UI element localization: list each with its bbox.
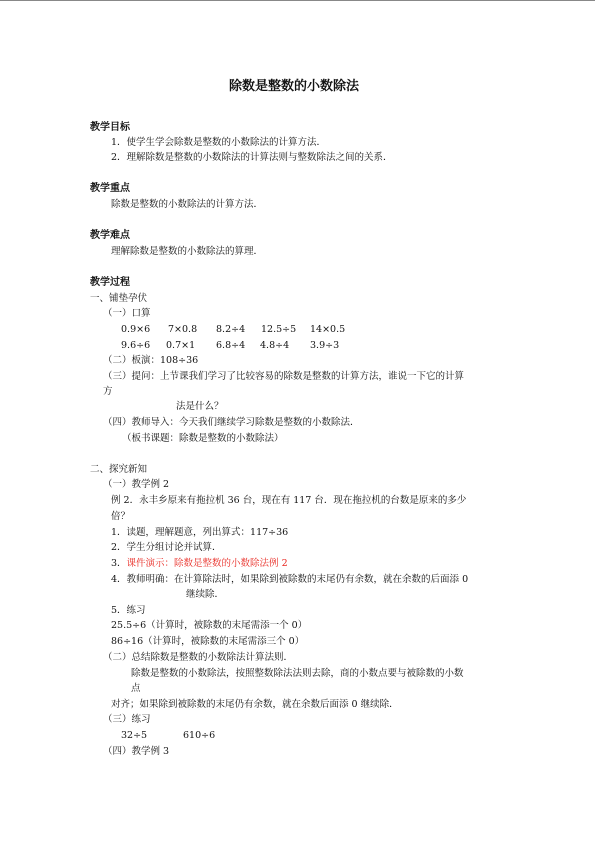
oral-item: 0.7×1 [166, 340, 196, 351]
summary-line-1: 除数是整数的小数除法，按照整数除法法则去除，商的小数点要与被除数的小数 [131, 668, 464, 679]
step-4-line-2: 继续除． [186, 589, 225, 600]
summary-line-2: 点 [131, 683, 141, 694]
question-line-1: （三）提问：上节课我们学习了比较容易的除数是整数的计算方法，谁说一下它的计算 [103, 371, 465, 382]
difficulty-text: 理解除数是整数的小数除法的算理． [111, 246, 264, 257]
practice-title: （三）练习 [103, 714, 151, 725]
question-line-2: 方 [103, 386, 113, 397]
oral-item: 3.9÷3 [310, 340, 340, 351]
part2-title: 二、探究新知 [90, 464, 148, 475]
step-3-number: 3． [111, 558, 127, 569]
practice-1: 25.5÷6（计算时，被除数的末尾需添一个 0） [111, 620, 308, 631]
example2-line-2: 倍？ [111, 511, 131, 522]
step-2: 2．学生分组讨论并试算． [111, 542, 222, 553]
goal-item-2: 2．理解除数是整数的小数除法的计算法则与整数除法之间的关系． [111, 152, 393, 163]
example2-title: （一）教学例 2 [103, 479, 170, 490]
oral-item: 0.9×6 [121, 324, 151, 335]
practice-item: 610÷6 [183, 730, 216, 741]
step-5: 5．练习 [111, 605, 146, 616]
heading-goal: 教学目标 [90, 122, 130, 133]
example3-title: （四）教学例 3 [103, 746, 170, 757]
board-work: （二）板演：108÷36 [103, 355, 199, 366]
courseware-demo-text: 课件演示：除数是整数的小数除法例 2 [126, 558, 288, 569]
oral-item: 8.2÷4 [216, 324, 246, 335]
oral-item: 7×0.8 [168, 324, 198, 335]
heading-key: 教学重点 [90, 183, 130, 194]
step-1: 1．读题，理解题意，列出算式：117÷36 [111, 527, 289, 538]
summary-align: 对齐；如果除到被除数的末尾仍有余数，就在余数后面添 0 继续除． [111, 699, 399, 710]
practice-2: 86÷16（计算时，被除数的末尾需添三个 0） [111, 636, 305, 647]
question-line-3: 法是什么？ [176, 401, 224, 412]
example2-line-1: 例 2．永丰乡原来有拖拉机 36 台，现在有 117 台．现在拖拉机的台数是原来的多少 [111, 495, 467, 506]
heading-process: 教学过程 [90, 277, 130, 288]
teacher-intro: （四）教师导入：今天我们继续学习除数是整数的小数除法． [103, 417, 360, 428]
practice-item: 32÷5 [121, 730, 148, 741]
oral-item: 12.5÷5 [261, 324, 297, 335]
part1-title: 一、铺垫孕伏 [90, 293, 148, 304]
step-3 [111, 557, 288, 570]
heading-difficulty: 教学难点 [90, 230, 130, 241]
oral-item: 6.8÷4 [216, 340, 246, 351]
oral-item: 9.6÷6 [121, 340, 151, 351]
step-4-line-1: 4．教师明确：在计算除法时，如果除到被除数的末尾仍有余数，就在余数的后面添 0 [111, 574, 469, 585]
summary-title: （二）总结除数是整数的小数除法计算法则． [103, 652, 294, 663]
key-text: 除数是整数的小数除法的计算方法． [111, 199, 264, 210]
board-title: （板书课题：除数是整数的小数除法） [122, 433, 284, 444]
goal-item-1: 1．使学生学会除数是整数的小数除法的计算方法． [111, 137, 327, 148]
oral-item: 14×0.5 [310, 324, 346, 335]
page-title: 除数是整数的小数除法 [229, 79, 360, 94]
oral-title: （一）口算 [103, 308, 151, 319]
oral-item: 4.8÷4 [260, 340, 290, 351]
top-border-line [0, 0, 595, 1]
